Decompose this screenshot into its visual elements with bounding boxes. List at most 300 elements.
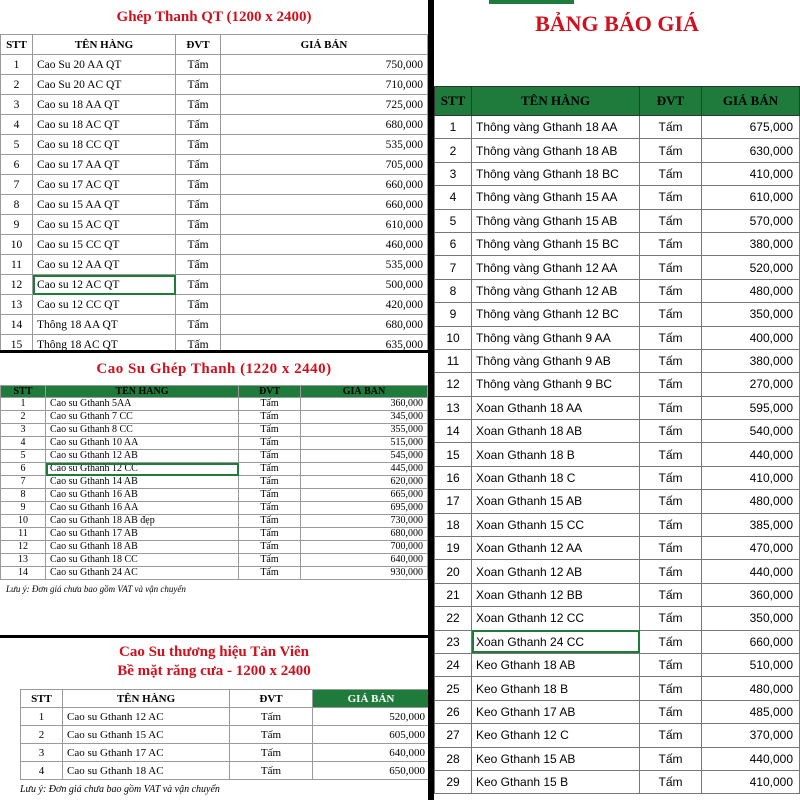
cell-ten-hang[interactable]: Xoan Gthanh 24 CC [472, 630, 640, 653]
cell-ten-hang[interactable]: Cao su Gthanh 12 CC [46, 463, 239, 476]
cell-dvt[interactable]: Tấm [640, 186, 702, 209]
cell-gia-ban[interactable]: 540,000 [702, 420, 800, 443]
cell-stt[interactable]: 26 [435, 700, 472, 723]
cell-ten-hang[interactable]: Xoan Gthanh 12 CC [472, 607, 640, 630]
cell-ten-hang[interactable]: Thông vàng Gthanh 15 AA [472, 186, 640, 209]
cell-ten-hang[interactable]: Cao su Gthanh 8 CC [46, 424, 239, 437]
cell-stt[interactable]: 10 [1, 515, 46, 528]
cell-stt[interactable]: 3 [21, 744, 63, 762]
cell-stt[interactable]: 24 [435, 653, 472, 676]
cell-dvt[interactable]: Tấm [640, 139, 702, 162]
price-table [20, 689, 430, 780]
cell-ten-hang[interactable]: Xoan Gthanh 15 CC [472, 513, 640, 536]
cell-ten-hang[interactable]: Thông vàng Gthanh 12 AA [472, 256, 640, 279]
table-row [435, 162, 800, 185]
cell-dvt[interactable]: Tấm [640, 420, 702, 443]
cell-gia-ban[interactable]: 545,000 [301, 450, 428, 463]
cell-stt[interactable]: 1 [1, 398, 46, 411]
cell-dvt[interactable]: Tấm [176, 215, 221, 235]
cell-dvt[interactable]: Tấm [239, 437, 301, 450]
cell-stt[interactable]: 8 [1, 489, 46, 502]
table-row [1, 275, 428, 295]
cell-dvt[interactable]: Tấm [176, 195, 221, 215]
cell-stt[interactable]: 15 [435, 443, 472, 466]
cell-gia-ban[interactable]: 700,000 [301, 541, 428, 554]
cell-stt[interactable]: 2 [21, 726, 63, 744]
table-row [1, 437, 428, 450]
cell-stt[interactable]: 9 [435, 303, 472, 326]
cell-gia-ban[interactable]: 695,000 [301, 502, 428, 515]
cell-dvt[interactable]: Tấm [239, 411, 301, 424]
cell-stt[interactable]: 29 [435, 770, 472, 793]
cell-ten-hang[interactable]: Thông vàng Gthanh 9 AB [472, 349, 640, 372]
cell-stt[interactable]: 6 [435, 232, 472, 255]
cell-dvt[interactable]: Tấm [176, 335, 221, 354]
cell-gia-ban[interactable]: 350,000 [702, 303, 800, 326]
table-row [1, 255, 428, 275]
cell-stt[interactable]: 7 [1, 476, 46, 489]
cell-stt[interactable]: 17 [435, 490, 472, 513]
cell-dvt[interactable]: Tấm [640, 700, 702, 723]
cell-ten-hang[interactable]: Cao su Gthanh 24 AC [46, 567, 239, 580]
table-row [435, 490, 800, 513]
table-row [1, 424, 428, 437]
header-gia-ban: GIÁ BÁN [702, 87, 800, 116]
table-row [1, 541, 428, 554]
cell-ten-hang[interactable]: Cao su Gthanh 10 AA [46, 437, 239, 450]
cell-gia-ban[interactable]: 410,000 [702, 466, 800, 489]
cell-ten-hang[interactable]: Cao su 18 AA QT [33, 95, 176, 115]
cell-ten-hang[interactable]: Cao su 17 AA QT [33, 155, 176, 175]
cell-ten-hang[interactable]: Thông vàng Gthanh 18 AA [472, 116, 640, 139]
header-stt: STT [1, 35, 33, 55]
cell-dvt[interactable]: Tấm [640, 630, 702, 653]
cell-stt[interactable]: 27 [435, 724, 472, 747]
table-title-line1: Cao Su thương hiệu Tản Viên [118, 644, 309, 660]
cell-stt[interactable]: 4 [1, 437, 46, 450]
cell-dvt[interactable]: Tấm [640, 747, 702, 770]
cell-stt[interactable]: 8 [435, 279, 472, 302]
cell-gia-ban[interactable]: 635,000 [221, 335, 428, 354]
cell-ten-hang[interactable]: Cao su Gthanh 16 AA [46, 502, 239, 515]
cell-ten-hang[interactable]: Thông 18 AC QT [33, 335, 176, 354]
table-row [1, 476, 428, 489]
cell-dvt[interactable]: Tấm [640, 232, 702, 255]
cell-dvt[interactable]: Tấm [176, 235, 221, 255]
cell-dvt[interactable]: Tấm [176, 315, 221, 335]
cell-gia-ban[interactable]: 610,000 [702, 186, 800, 209]
cell-stt[interactable]: 16 [435, 466, 472, 489]
cell-stt[interactable]: 12 [435, 373, 472, 396]
cell-ten-hang[interactable]: Cao su 12 AC QT [33, 275, 176, 295]
cell-ten-hang[interactable]: Cao su 12 CC QT [33, 295, 176, 315]
cell-gia-ban[interactable]: 440,000 [702, 747, 800, 770]
cell-stt[interactable]: 3 [435, 162, 472, 185]
cell-gia-ban[interactable]: 355,000 [301, 424, 428, 437]
cell-gia-ban[interactable]: 420,000 [221, 295, 428, 315]
cell-stt[interactable]: 13 [1, 295, 33, 315]
cell-stt[interactable]: 18 [435, 513, 472, 536]
cell-gia-ban[interactable]: 595,000 [702, 396, 800, 419]
cell-ten-hang[interactable]: Cao su Gthanh 7 CC [46, 411, 239, 424]
cell-gia-ban[interactable]: 380,000 [702, 349, 800, 372]
cell-stt[interactable]: 3 [1, 424, 46, 437]
cell-gia-ban[interactable]: 460,000 [221, 235, 428, 255]
cell-gia-ban[interactable]: 270,000 [702, 373, 800, 396]
cell-dvt[interactable]: Tấm [640, 607, 702, 630]
cell-gia-ban[interactable]: 640,000 [313, 744, 430, 762]
header-gia-ban: GIÁ BÁN [221, 35, 428, 55]
cell-ten-hang[interactable]: Cao su Gthanh 16 AB [46, 489, 239, 502]
table-row [435, 139, 800, 162]
cell-gia-ban[interactable]: 360,000 [702, 583, 800, 606]
cell-gia-ban[interactable]: 485,000 [702, 700, 800, 723]
cell-stt[interactable]: 1 [1, 55, 33, 75]
cell-gia-ban[interactable]: 440,000 [702, 560, 800, 583]
top-accent-bar [489, 0, 574, 4]
cell-dvt[interactable]: Tấm [239, 424, 301, 437]
cell-gia-ban[interactable]: 705,000 [221, 155, 428, 175]
table-row [435, 583, 800, 606]
cell-gia-ban[interactable]: 675,000 [702, 116, 800, 139]
cell-ten-hang[interactable]: Keo Gthanh 15 B [472, 770, 640, 793]
cell-gia-ban[interactable]: 520,000 [702, 256, 800, 279]
cell-dvt[interactable]: Tấm [640, 583, 702, 606]
header-stt: STT [1, 386, 46, 398]
cell-dvt[interactable]: Tấm [239, 528, 301, 541]
cell-gia-ban[interactable]: 710,000 [221, 75, 428, 95]
table-row [435, 186, 800, 209]
cell-ten-hang[interactable]: Thông vàng Gthanh 15 BC [472, 232, 640, 255]
cell-dvt[interactable]: Tấm [239, 450, 301, 463]
cell-ten-hang[interactable]: Cao su 15 AA QT [33, 195, 176, 215]
cell-ten-hang[interactable]: Thông vàng Gthanh 12 BC [472, 303, 640, 326]
cell-dvt[interactable]: Tấm [239, 567, 301, 580]
cell-ten-hang[interactable]: Thông vàng Gthanh 18 BC [472, 162, 640, 185]
cell-dvt[interactable]: Tấm [176, 255, 221, 275]
cell-dvt[interactable]: Tấm [239, 398, 301, 411]
cell-stt[interactable]: 6 [1, 463, 46, 476]
cell-gia-ban[interactable]: 630,000 [702, 139, 800, 162]
cell-ten-hang[interactable]: Cao su Gthanh 5AA [46, 398, 239, 411]
cell-ten-hang[interactable]: Thông vàng Gthanh 12 AB [472, 279, 640, 302]
table-row [435, 653, 800, 676]
cell-stt[interactable]: 9 [1, 502, 46, 515]
cell-dvt[interactable]: Tấm [176, 75, 221, 95]
header-dvt: ĐVT [640, 87, 702, 116]
price-table-ghep-thanh-qt [0, 0, 431, 353]
price-note: Lưu ý: Đơn giá chưa bao gồm VAT và vận chuyển [20, 784, 220, 795]
cell-gia-ban[interactable]: 410,000 [702, 770, 800, 793]
header-dvt: ĐVT [176, 35, 221, 55]
cell-gia-ban[interactable]: 380,000 [702, 232, 800, 255]
cell-gia-ban[interactable]: 440,000 [702, 443, 800, 466]
price-table [434, 86, 800, 794]
cell-stt[interactable]: 6 [1, 155, 33, 175]
cell-ten-hang[interactable]: Cao su Gthanh 18 AB [46, 541, 239, 554]
cell-ten-hang[interactable]: Thông vàng Gthanh 15 AB [472, 209, 640, 232]
cell-stt[interactable]: 8 [1, 195, 33, 215]
cell-gia-ban[interactable]: 480,000 [702, 490, 800, 513]
cell-stt[interactable]: 14 [1, 567, 46, 580]
cell-gia-ban[interactable]: 385,000 [702, 513, 800, 536]
cell-gia-ban[interactable]: 680,000 [221, 315, 428, 335]
cell-stt[interactable]: 1 [435, 116, 472, 139]
cell-dvt[interactable]: Tấm [640, 537, 702, 560]
cell-dvt[interactable]: Tấm [640, 162, 702, 185]
table-title: Ghép Thanh QT (1200 x 2400) [116, 9, 312, 25]
cell-ten-hang[interactable]: Cao Su 20 AC QT [33, 75, 176, 95]
cell-dvt[interactable]: Tấm [239, 476, 301, 489]
cell-stt[interactable]: 14 [1, 315, 33, 335]
cell-stt[interactable]: 14 [435, 420, 472, 443]
cell-ten-hang[interactable]: Keo Gthanh 12 C [472, 724, 640, 747]
cell-stt[interactable]: 3 [1, 95, 33, 115]
cell-stt[interactable]: 10 [435, 326, 472, 349]
cell-gia-ban[interactable]: 640,000 [301, 554, 428, 567]
cell-stt[interactable]: 4 [21, 762, 63, 780]
cell-ten-hang[interactable]: Cao su 18 CC QT [33, 135, 176, 155]
cell-stt[interactable]: 9 [1, 215, 33, 235]
table-row [1, 235, 428, 255]
cell-stt[interactable]: 20 [435, 560, 472, 583]
header-ten-hang: TÊN HÀNG [472, 87, 640, 116]
cell-dvt[interactable]: Tấm [230, 744, 313, 762]
cell-ten-hang[interactable]: Thông vàng Gthanh 9 AA [472, 326, 640, 349]
cell-stt[interactable]: 28 [435, 747, 472, 770]
price-table [0, 34, 428, 353]
cell-stt[interactable]: 13 [435, 396, 472, 419]
cell-stt[interactable]: 13 [1, 554, 46, 567]
cell-dvt[interactable]: Tấm [640, 396, 702, 419]
cell-stt[interactable]: 11 [1, 255, 33, 275]
cell-stt[interactable]: 23 [435, 630, 472, 653]
table-row [435, 700, 800, 723]
cell-stt[interactable]: 7 [435, 256, 472, 279]
table-row [1, 411, 428, 424]
cell-dvt[interactable]: Tấm [640, 326, 702, 349]
cell-ten-hang[interactable]: Xoan Gthanh 12 BB [472, 583, 640, 606]
table-row [1, 463, 428, 476]
cell-ten-hang[interactable]: Cao su Gthanh 18 AB đẹp [46, 515, 239, 528]
cell-stt[interactable]: 12 [1, 275, 33, 295]
cell-ten-hang[interactable]: Cao su 18 AC QT [33, 115, 176, 135]
cell-gia-ban[interactable]: 650,000 [313, 762, 430, 780]
table-row [1, 175, 428, 195]
cell-dvt[interactable]: Tấm [640, 513, 702, 536]
cell-stt[interactable]: 11 [1, 528, 46, 541]
cell-gia-ban[interactable]: 730,000 [301, 515, 428, 528]
header-ten-hang: TÊN HÀNG [33, 35, 176, 55]
cell-gia-ban[interactable]: 680,000 [301, 528, 428, 541]
table-title: Cao Su Ghép Thanh (1220 x 2440) [96, 361, 332, 377]
cell-stt[interactable]: 22 [435, 607, 472, 630]
cell-ten-hang[interactable]: Cao su 12 AA QT [33, 255, 176, 275]
cell-dvt[interactable]: Tấm [239, 489, 301, 502]
cell-dvt[interactable]: Tấm [239, 463, 301, 476]
cell-dvt[interactable]: Tấm [239, 515, 301, 528]
cell-dvt[interactable]: Tấm [640, 256, 702, 279]
cell-ten-hang[interactable]: Keo Gthanh 17 AB [472, 700, 640, 723]
cell-stt[interactable]: 2 [1, 75, 33, 95]
cell-gia-ban[interactable]: 520,000 [313, 708, 430, 726]
cell-dvt[interactable]: Tấm [230, 726, 313, 744]
table-row [1, 115, 428, 135]
table-row [435, 630, 800, 653]
cell-gia-ban[interactable]: 535,000 [221, 135, 428, 155]
cell-ten-hang[interactable]: Thông vàng Gthanh 18 AB [472, 139, 640, 162]
cell-ten-hang[interactable]: Keo Gthanh 18 B [472, 677, 640, 700]
cell-ten-hang[interactable]: Xoan Gthanh 12 AA [472, 537, 640, 560]
cell-dvt[interactable]: Tấm [640, 770, 702, 793]
cell-stt[interactable]: 25 [435, 677, 472, 700]
cell-ten-hang[interactable]: Xoan Gthanh 18 B [472, 443, 640, 466]
cell-dvt[interactable]: Tấm [176, 275, 221, 295]
cell-gia-ban[interactable]: 360,000 [301, 398, 428, 411]
cell-gia-ban[interactable]: 660,000 [221, 175, 428, 195]
table-row [1, 95, 428, 115]
cell-gia-ban[interactable]: 660,000 [221, 195, 428, 215]
cell-gia-ban[interactable]: 535,000 [221, 255, 428, 275]
cell-stt[interactable]: 11 [435, 349, 472, 372]
cell-gia-ban[interactable]: 610,000 [221, 215, 428, 235]
cell-gia-ban[interactable]: 400,000 [702, 326, 800, 349]
cell-dvt[interactable]: Tấm [230, 708, 313, 726]
cell-stt[interactable]: 4 [1, 115, 33, 135]
table-row [435, 607, 800, 630]
cell-ten-hang[interactable]: Cao su Gthanh 18 AC [63, 762, 230, 780]
cell-stt[interactable]: 12 [1, 541, 46, 554]
cell-dvt[interactable]: Tấm [230, 762, 313, 780]
cell-stt[interactable]: 10 [1, 235, 33, 255]
cell-gia-ban[interactable]: 370,000 [702, 724, 800, 747]
cell-gia-ban[interactable]: 750,000 [221, 55, 428, 75]
cell-stt[interactable]: 15 [1, 335, 33, 354]
table-row [1, 55, 428, 75]
header-dvt: ĐVT [239, 386, 301, 398]
cell-gia-ban[interactable]: 445,000 [301, 463, 428, 476]
cell-dvt[interactable]: Tấm [640, 653, 702, 676]
cell-stt[interactable]: 19 [435, 537, 472, 560]
cell-gia-ban[interactable]: 480,000 [702, 279, 800, 302]
cell-dvt[interactable]: Tấm [176, 115, 221, 135]
cell-gia-ban[interactable]: 345,000 [301, 411, 428, 424]
cell-stt[interactable]: 5 [1, 450, 46, 463]
cell-dvt[interactable]: Tấm [640, 349, 702, 372]
cell-ten-hang[interactable]: Cao su Gthanh 17 AB [46, 528, 239, 541]
cell-gia-ban[interactable]: 605,000 [313, 726, 430, 744]
cell-dvt[interactable]: Tấm [640, 466, 702, 489]
cell-ten-hang[interactable]: Thông 18 AA QT [33, 315, 176, 335]
cell-dvt[interactable]: Tấm [640, 116, 702, 139]
cell-ten-hang[interactable]: Xoan Gthanh 12 AB [472, 560, 640, 583]
cell-ten-hang[interactable]: Xoan Gthanh 18 AB [472, 420, 640, 443]
cell-gia-ban[interactable]: 480,000 [702, 677, 800, 700]
cell-ten-hang[interactable]: Thông vàng Gthanh 9 BC [472, 373, 640, 396]
cell-gia-ban[interactable]: 570,000 [702, 209, 800, 232]
cell-stt[interactable]: 2 [435, 139, 472, 162]
table-row [1, 295, 428, 315]
header-dvt: ĐVT [230, 690, 313, 708]
table-row [435, 537, 800, 560]
cell-ten-hang[interactable]: Cao su Gthanh 15 AC [63, 726, 230, 744]
cell-gia-ban[interactable]: 930,000 [301, 567, 428, 580]
cell-gia-ban[interactable]: 350,000 [702, 607, 800, 630]
header-stt: STT [435, 87, 472, 116]
cell-dvt[interactable]: Tấm [640, 490, 702, 513]
cell-gia-ban[interactable]: 470,000 [702, 537, 800, 560]
cell-ten-hang[interactable]: Cao su Gthanh 17 AC [63, 744, 230, 762]
cell-dvt[interactable]: Tấm [176, 175, 221, 195]
table-row [1, 195, 428, 215]
table-row [1, 450, 428, 463]
cell-gia-ban[interactable]: 725,000 [221, 95, 428, 115]
cell-ten-hang[interactable]: Xoan Gthanh 15 AB [472, 490, 640, 513]
table-row [435, 116, 800, 139]
cell-ten-hang[interactable]: Xoan Gthanh 18 AA [472, 396, 640, 419]
cell-dvt[interactable]: Tấm [640, 209, 702, 232]
cell-ten-hang[interactable]: Xoan Gthanh 18 C [472, 466, 640, 489]
cell-ten-hang[interactable]: Cao su 15 CC QT [33, 235, 176, 255]
cell-gia-ban[interactable]: 665,000 [301, 489, 428, 502]
cell-dvt[interactable]: Tấm [640, 560, 702, 583]
cell-dvt[interactable]: Tấm [640, 303, 702, 326]
cell-dvt[interactable]: Tấm [640, 677, 702, 700]
cell-gia-ban[interactable]: 515,000 [301, 437, 428, 450]
cell-dvt[interactable]: Tấm [640, 443, 702, 466]
cell-gia-ban[interactable]: 680,000 [221, 115, 428, 135]
cell-stt[interactable]: 21 [435, 583, 472, 606]
cell-gia-ban[interactable]: 500,000 [221, 275, 428, 295]
table-title-line2: Bề mặt răng cưa - 1200 x 2400 [117, 663, 311, 679]
cell-dvt[interactable]: Tấm [176, 95, 221, 115]
cell-ten-hang[interactable]: Cao su 17 AC QT [33, 175, 176, 195]
cell-stt[interactable]: 4 [435, 186, 472, 209]
cell-ten-hang[interactable]: Cao su 15 AC QT [33, 215, 176, 235]
cell-stt[interactable]: 2 [1, 411, 46, 424]
table-row [435, 373, 800, 396]
cell-dvt[interactable]: Tấm [176, 55, 221, 75]
cell-gia-ban[interactable]: 660,000 [702, 630, 800, 653]
cell-dvt[interactable]: Tấm [640, 279, 702, 302]
table-row [1, 315, 428, 335]
cell-ten-hang[interactable]: Keo Gthanh 18 AB [472, 653, 640, 676]
cell-dvt[interactable]: Tấm [176, 295, 221, 315]
cell-dvt[interactable]: Tấm [239, 541, 301, 554]
cell-dvt[interactable]: Tấm [640, 373, 702, 396]
cell-stt[interactable]: 5 [1, 135, 33, 155]
cell-gia-ban[interactable]: 620,000 [301, 476, 428, 489]
cell-stt[interactable]: 7 [1, 175, 33, 195]
cell-gia-ban[interactable]: 510,000 [702, 653, 800, 676]
cell-ten-hang[interactable]: Cao su Gthanh 12 AB [46, 450, 239, 463]
table-row [1, 215, 428, 235]
cell-dvt[interactable]: Tấm [640, 724, 702, 747]
cell-ten-hang[interactable]: Cao su Gthanh 18 CC [46, 554, 239, 567]
cell-dvt[interactable]: Tấm [239, 554, 301, 567]
cell-ten-hang[interactable]: Keo Gthanh 15 AB [472, 747, 640, 770]
cell-ten-hang[interactable]: Cao su Gthanh 12 AC [63, 708, 230, 726]
cell-stt[interactable]: 5 [435, 209, 472, 232]
cell-ten-hang[interactable]: Cao Su 20 AA QT [33, 55, 176, 75]
cell-gia-ban[interactable]: 410,000 [702, 162, 800, 185]
table-row [1, 398, 428, 411]
cell-stt[interactable]: 1 [21, 708, 63, 726]
cell-dvt[interactable]: Tấm [176, 155, 221, 175]
cell-ten-hang[interactable]: Cao su Gthanh 14 AB [46, 476, 239, 489]
cell-dvt[interactable]: Tấm [239, 502, 301, 515]
cell-dvt[interactable]: Tấm [176, 135, 221, 155]
